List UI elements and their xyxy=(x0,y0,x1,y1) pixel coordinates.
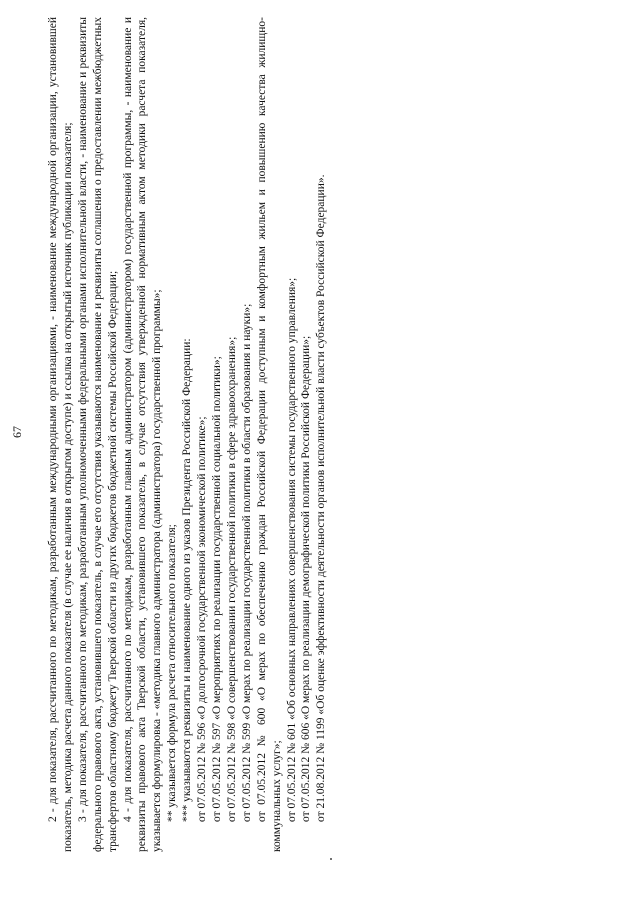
rotated-text-block xyxy=(10,17,446,852)
page-number: 67 xyxy=(10,426,24,438)
decree-606: от 07.05.2012 № 606 «О мерах по реализации демографической политики Российской Федерации»; xyxy=(300,335,313,822)
paragraph-note-3: 3 - для показателя, рассчитанного по методикам, разработанным уполномоченными федеральными органами исполнительной власти, - наименование и реквизиты федерального правового акта, установившего показатель, в случае его отсутствия указываются наименование и реквизиты соглашения о предоставлении межбюджетных трансфертов областному бюджету Тверской области из других бюджетов бюджетной системы Российской Федерации; xyxy=(76,17,119,852)
paragraph-note-2: 2 - для показателя, рассчитанного по методикам, разработанным международными организациями, - наименование международной организации, установившей показатель, методика расчета данного показателя (в случае ее наличия в открытом доступе) и ссылка на открытый источник публикации показателя; xyxy=(47,17,74,852)
scan-dot xyxy=(330,858,332,860)
decree-597: от 07.05.2012 № 597 «О мероприятиях по реализации государственной социальной политики»; xyxy=(210,356,223,822)
decree-600: от 07.05.2012 № 600 «О мерах по обеспечению граждан Российской Федерации доступным и комфортным жильем и повышению качества жилищно-коммунальных услуг»; xyxy=(255,17,283,852)
decree-601: от 07.05.2012 № 601 «Об основных направлениях совершенствования системы государственного управления»; xyxy=(285,277,298,822)
decree-596: от 07.05.2012 № 596 «О долгосрочной государственной экономической политике»; xyxy=(196,416,209,822)
decree-598: от 07.05.2012 № 598 «О совершенствовании государственной политики в сфере здравоохранения»; xyxy=(225,336,238,822)
footnote-double-asterisk: ** указывается формула расчета относительного показателя; xyxy=(166,524,179,822)
decree-1199: от 21.08.2012 № 1199 «Об оценке эффективности деятельности органов исполнительной власти субъектов Российской Федерации». xyxy=(315,174,328,822)
decree-599: от 07.05.2012 № 599 «О мерах по реализации государственной политики в области образования и науки»; xyxy=(240,303,253,822)
paragraph-note-4: 4 - для показателя, рассчитанного по методикам, разработанным главным администратором (администратором) государственной программы, - наименование и реквизиты правового акта Тверской области, установившего показатель, в случае отсутствия утвержденной нормативным актом методики расчета показателя, указывается формулировка - «методика главного администратора (администратора) государственной программы»; xyxy=(121,17,164,852)
footnote-triple-asterisk: *** указываются реквизиты и наименование одного из указов Президента Российской Федерации: xyxy=(181,338,194,822)
